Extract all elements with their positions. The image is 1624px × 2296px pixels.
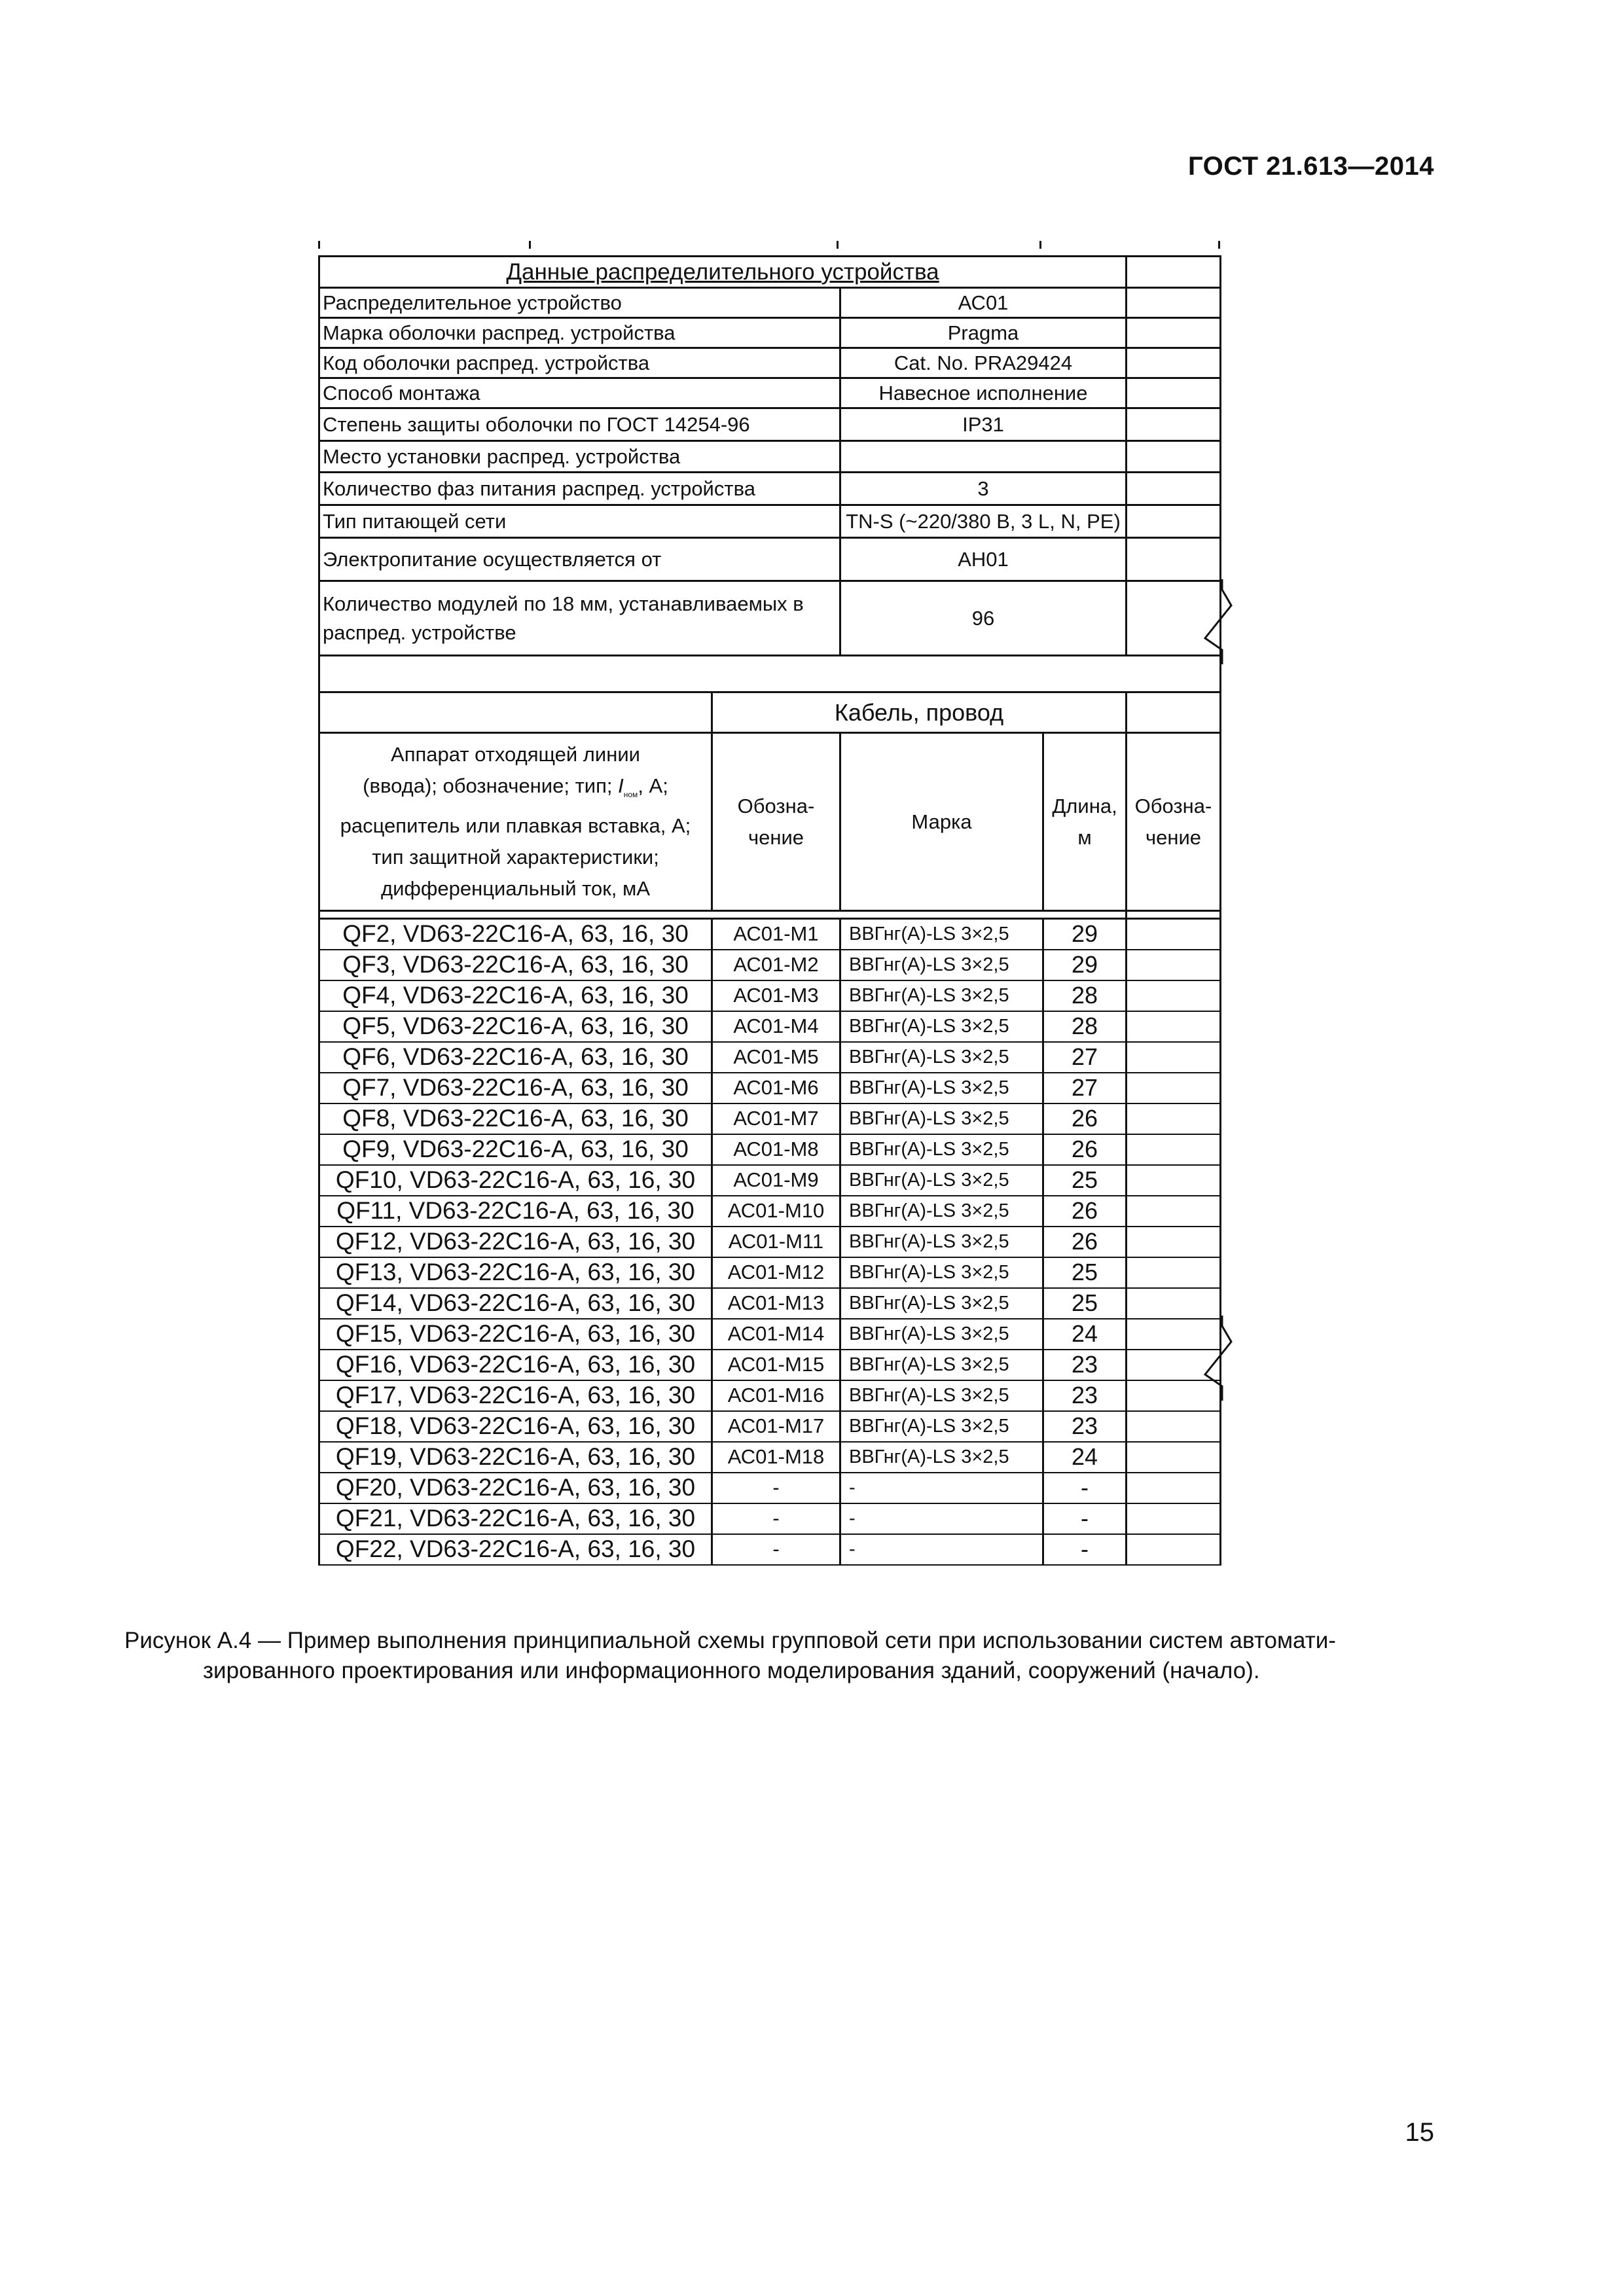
empty-cell <box>1127 348 1221 378</box>
table-row <box>319 1411 1221 1442</box>
cell-designation: АС01-М7 <box>712 1103 840 1134</box>
cell-mark: ВВГнг(А)-LS 3×2,5 <box>840 1073 1043 1103</box>
table-row <box>319 1473 1221 1503</box>
cell-device: QF3, VD63-22C16-A, 63, 16, 30 <box>319 950 712 980</box>
cable-section-title: Кабель, провод <box>712 692 1127 733</box>
col-designation-header: Обозна-чение <box>712 733 840 911</box>
table-row <box>319 1042 1221 1073</box>
device-row-label: Распределительное устройство <box>319 288 840 318</box>
device-row <box>319 441 1221 473</box>
cell-designation: АС01-М9 <box>712 1165 840 1196</box>
cell-device: QF8, VD63-22C16-A, 63, 16, 30 <box>319 1103 712 1134</box>
break-mark-bottom <box>1200 1316 1233 1401</box>
cell-length: 28 <box>1043 1011 1127 1042</box>
cell-designation: АС01-М17 <box>712 1411 840 1442</box>
cell-device: QF22, VD63-22C16-A, 63, 16, 30 <box>319 1534 712 1565</box>
cell-mark: ВВГнг(А)-LS 3×2,5 <box>840 980 1043 1011</box>
cell-mark: ВВГнг(А)-LS 3×2,5 <box>840 1411 1043 1442</box>
table-row <box>319 1534 1221 1565</box>
table-row <box>319 1257 1221 1288</box>
col-designation2-header: Обозна-чение <box>1127 733 1221 911</box>
device-data-table <box>318 255 1221 1566</box>
cell-designation: АС01-М15 <box>712 1350 840 1380</box>
device-row-label: Место установки распред. устройства <box>319 441 840 473</box>
cell-mark: ВВГнг(А)-LS 3×2,5 <box>840 1165 1043 1196</box>
cell-designation2 <box>1127 1103 1221 1134</box>
table-row <box>319 980 1221 1011</box>
col-length-header: Длина, м <box>1043 733 1127 911</box>
cell-device: QF9, VD63-22C16-A, 63, 16, 30 <box>319 1134 712 1165</box>
table-row <box>319 1503 1221 1534</box>
cell-device: QF16, VD63-22C16-A, 63, 16, 30 <box>319 1350 712 1380</box>
device-row <box>319 408 1221 441</box>
device-row-value: IP31 <box>840 408 1127 441</box>
empty-cell <box>1127 318 1221 348</box>
cell-mark: ВВГнг(А)-LS 3×2,5 <box>840 1319 1043 1350</box>
device-row <box>319 473 1221 505</box>
cell-designation: АС01-М18 <box>712 1442 840 1473</box>
empty-cell <box>1127 692 1221 733</box>
empty-cell <box>1127 911 1221 919</box>
empty-cell <box>1127 441 1221 473</box>
cell-mark: ВВГнг(А)-LS 3×2,5 <box>840 1011 1043 1042</box>
device-row-label: Тип питающей сети <box>319 505 840 538</box>
empty-cell <box>1127 378 1221 408</box>
cell-designation: АС01-М2 <box>712 950 840 980</box>
table-row <box>319 1350 1221 1380</box>
cell-designation2 <box>1127 1196 1221 1227</box>
device-row <box>319 581 1221 656</box>
cell-length: 23 <box>1043 1380 1127 1411</box>
cell-mark: ВВГнг(А)-LS 3×2,5 <box>840 1134 1043 1165</box>
device-row <box>319 288 1221 318</box>
cell-device: QF10, VD63-22C16-A, 63, 16, 30 <box>319 1165 712 1196</box>
cell-device: QF13, VD63-22C16-A, 63, 16, 30 <box>319 1257 712 1288</box>
cell-mark: ВВГнг(А)-LS 3×2,5 <box>840 1227 1043 1257</box>
cell-mark: ВВГнг(А)-LS 3×2,5 <box>840 919 1043 950</box>
table-row <box>319 1196 1221 1227</box>
cell-designation: АС01-М6 <box>712 1073 840 1103</box>
cell-designation: АС01-М8 <box>712 1134 840 1165</box>
cell-designation2 <box>1127 1073 1221 1103</box>
cell-designation: - <box>712 1473 840 1503</box>
cell-length: 23 <box>1043 1411 1127 1442</box>
device-row <box>319 348 1221 378</box>
cell-device: QF18, VD63-22C16-A, 63, 16, 30 <box>319 1411 712 1442</box>
page-number: 15 <box>1405 2118 1434 2147</box>
cell-designation: АС01-М14 <box>712 1319 840 1350</box>
device-row-value <box>840 441 1127 473</box>
cell-designation: АС01-М12 <box>712 1257 840 1288</box>
device-row-label: Количество фаз питания распред. устройства <box>319 473 840 505</box>
cell-length: 26 <box>1043 1196 1127 1227</box>
table-row <box>319 1288 1221 1319</box>
cell-length: 27 <box>1043 1073 1127 1103</box>
cell-designation: АС01-М13 <box>712 1288 840 1319</box>
cell-mark: ВВГнг(А)-LS 3×2,5 <box>840 1288 1043 1319</box>
empty-cell <box>319 692 712 733</box>
cell-device: QF2, VD63-22C16-A, 63, 16, 30 <box>319 919 712 950</box>
cell-length: 23 <box>1043 1350 1127 1380</box>
break-mark-top <box>1200 579 1233 664</box>
doc-header: ГОСТ 21.613—2014 <box>1187 152 1434 181</box>
cell-device: QF15, VD63-22C16-A, 63, 16, 30 <box>319 1319 712 1350</box>
table-row <box>319 1073 1221 1103</box>
table-row <box>319 950 1221 980</box>
device-row-value: TN-S (~220/380 В, 3 L, N, PE) <box>840 505 1127 538</box>
cell-designation2 <box>1127 1042 1221 1073</box>
device-row-value: Pragma <box>840 318 1127 348</box>
spacer-row <box>319 656 1221 692</box>
table-row <box>319 1103 1221 1134</box>
empty-cell <box>1127 473 1221 505</box>
cell-device: QF17, VD63-22C16-A, 63, 16, 30 <box>319 1380 712 1411</box>
cell-designation2 <box>1127 1134 1221 1165</box>
cell-mark: ВВГнг(А)-LS 3×2,5 <box>840 1380 1043 1411</box>
cell-length: - <box>1043 1473 1127 1503</box>
cell-designation: - <box>712 1534 840 1565</box>
cell-length: 25 <box>1043 1165 1127 1196</box>
cell-designation2 <box>1127 919 1221 950</box>
device-row <box>319 318 1221 348</box>
cell-designation2 <box>1127 950 1221 980</box>
cell-designation: АС01-М5 <box>712 1042 840 1073</box>
col-device-header: Аппарат отходящей линии (ввода); обозначение; тип; $I_{ном}$, А; расцепитель или плавкая вставка, А; тип защитной характеристики; дифференциальный ток, мА <box>319 733 712 911</box>
cell-mark: - <box>840 1534 1043 1565</box>
device-row <box>319 538 1221 581</box>
device-row-value: 96 <box>840 581 1127 656</box>
cell-mark: ВВГнг(А)-LS 3×2,5 <box>840 1442 1043 1473</box>
cell-length: 28 <box>1043 980 1127 1011</box>
cell-device: QF14, VD63-22C16-A, 63, 16, 30 <box>319 1288 712 1319</box>
schematic-figure <box>313 236 1229 1610</box>
cell-designation: - <box>712 1503 840 1534</box>
cell-designation2 <box>1127 1227 1221 1257</box>
cell-mark: - <box>840 1503 1043 1534</box>
device-row-value: Навесное исполнение <box>840 378 1127 408</box>
cell-device: QF11, VD63-22C16-A, 63, 16, 30 <box>319 1196 712 1227</box>
cell-length: 24 <box>1043 1442 1127 1473</box>
device-row-label: Способ монтажа <box>319 378 840 408</box>
cell-mark: ВВГнг(А)-LS 3×2,5 <box>840 950 1043 980</box>
cell-designation2 <box>1127 1165 1221 1196</box>
cell-designation: АС01-М11 <box>712 1227 840 1257</box>
empty-cell <box>1127 257 1221 288</box>
header-gap <box>319 911 1127 919</box>
cell-designation2 <box>1127 1442 1221 1473</box>
device-row-value: Cat. No. PRA29424 <box>840 348 1127 378</box>
figure-caption: Рисунок А.4 — Пример выполнения принципиальной схемы групповой сети при использовании систем автомати- зированного проектирования или информационного моделирования зданий, сооружений (начало). <box>124 1628 1336 1683</box>
cell-designation: АС01-М10 <box>712 1196 840 1227</box>
device-row-label: Код оболочки распред. устройства <box>319 348 840 378</box>
cell-device: QF7, VD63-22C16-A, 63, 16, 30 <box>319 1073 712 1103</box>
table-row <box>319 919 1221 950</box>
cell-device: QF19, VD63-22C16-A, 63, 16, 30 <box>319 1442 712 1473</box>
cell-mark: ВВГнг(А)-LS 3×2,5 <box>840 1350 1043 1380</box>
cell-length: 27 <box>1043 1042 1127 1073</box>
cell-length: - <box>1043 1503 1127 1534</box>
cell-mark: ВВГнг(А)-LS 3×2,5 <box>840 1042 1043 1073</box>
cell-designation2 <box>1127 1257 1221 1288</box>
cell-length: 25 <box>1043 1257 1127 1288</box>
cell-mark: ВВГнг(А)-LS 3×2,5 <box>840 1257 1043 1288</box>
cell-designation: АС01-М4 <box>712 1011 840 1042</box>
device-row-value: АС01 <box>840 288 1127 318</box>
device-row-value: 3 <box>840 473 1127 505</box>
table-row <box>319 1319 1221 1350</box>
device-row <box>319 378 1221 408</box>
cell-length: 26 <box>1043 1227 1127 1257</box>
cell-mark: - <box>840 1473 1043 1503</box>
device-section-title: Данные распределительного устройства <box>319 257 1127 288</box>
cell-designation: АС01-М16 <box>712 1380 840 1411</box>
cell-length: 29 <box>1043 919 1127 950</box>
cell-designation2 <box>1127 1011 1221 1042</box>
table-row <box>319 1442 1221 1473</box>
cell-length: 25 <box>1043 1288 1127 1319</box>
table-row <box>319 1165 1221 1196</box>
cell-designation2 <box>1127 1411 1221 1442</box>
cell-device: QF5, VD63-22C16-A, 63, 16, 30 <box>319 1011 712 1042</box>
cell-designation2 <box>1127 1288 1221 1319</box>
cell-designation2 <box>1127 1473 1221 1503</box>
cell-length: 24 <box>1043 1319 1127 1350</box>
col-mark-header: Марка <box>840 733 1043 911</box>
cropped-row-fragment <box>313 236 1220 255</box>
cell-device: QF20, VD63-22C16-A, 63, 16, 30 <box>319 1473 712 1503</box>
device-row-label: Электропитание осуществляется от <box>319 538 840 581</box>
cell-device: QF12, VD63-22C16-A, 63, 16, 30 <box>319 1227 712 1257</box>
table-row <box>319 1011 1221 1042</box>
cell-mark: ВВГнг(А)-LS 3×2,5 <box>840 1103 1043 1134</box>
device-row <box>319 505 1221 538</box>
cell-designation2 <box>1127 980 1221 1011</box>
device-row-label: Степень защиты оболочки по ГОСТ 14254-96 <box>319 408 840 441</box>
cell-designation: АС01-М3 <box>712 980 840 1011</box>
empty-cell <box>1127 288 1221 318</box>
cell-designation2 <box>1127 1503 1221 1534</box>
empty-cell <box>1127 538 1221 581</box>
table-row <box>319 1380 1221 1411</box>
device-row-label: Марка оболочки распред. устройства <box>319 318 840 348</box>
cell-device: QF21, VD63-22C16-A, 63, 16, 30 <box>319 1503 712 1534</box>
table-row <box>319 1227 1221 1257</box>
cell-length: 29 <box>1043 950 1127 980</box>
cell-designation2 <box>1127 1534 1221 1565</box>
cell-device: QF6, VD63-22C16-A, 63, 16, 30 <box>319 1042 712 1073</box>
empty-cell <box>1127 408 1221 441</box>
cell-designation: АС01-М1 <box>712 919 840 950</box>
table-row <box>319 1134 1221 1165</box>
cell-length: 26 <box>1043 1134 1127 1165</box>
cell-device: QF4, VD63-22C16-A, 63, 16, 30 <box>319 980 712 1011</box>
cell-mark: ВВГнг(А)-LS 3×2,5 <box>840 1196 1043 1227</box>
cell-length: 26 <box>1043 1103 1127 1134</box>
empty-cell <box>1127 505 1221 538</box>
device-row-value: АН01 <box>840 538 1127 581</box>
device-row-label: Количество модулей по 18 мм, устанавливаемых в распред. устройстве <box>319 581 840 656</box>
cell-length: - <box>1043 1534 1127 1565</box>
